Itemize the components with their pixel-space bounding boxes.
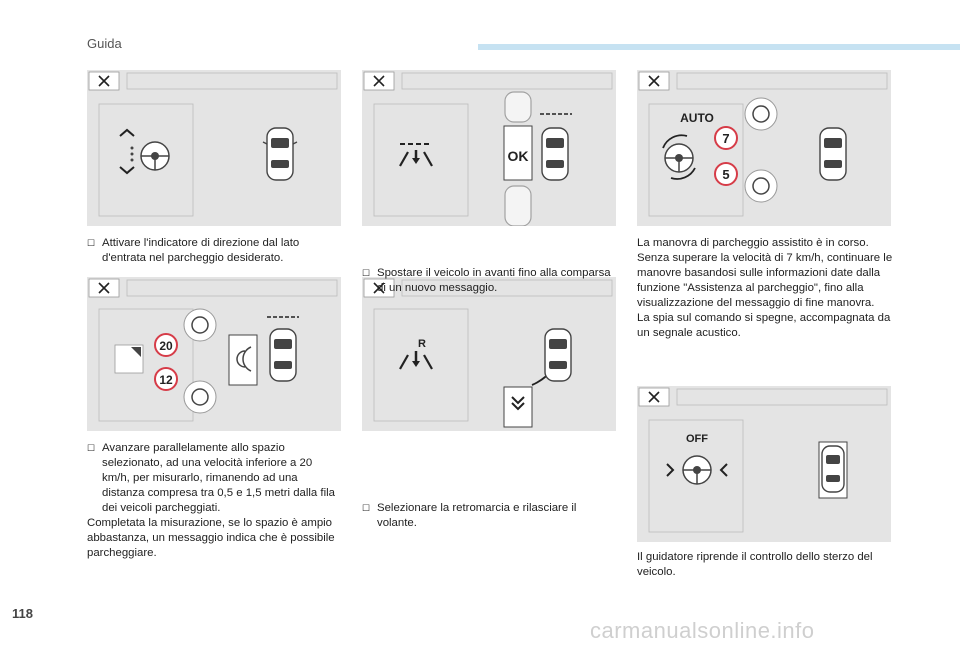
step-text-4b-content: Completata la misurazione, se lo spazio è ampio abbastanza, un messaggio indica che è possibile parcheggiare. [87, 517, 335, 559]
bullet-icon: ☐ [87, 238, 96, 248]
illustration-measure-space [87, 277, 341, 431]
bullet-icon: ☐ [362, 268, 371, 278]
step-text-5 [362, 501, 616, 531]
illustration-parking-complete [637, 386, 891, 542]
step-text-2 [362, 266, 616, 296]
illustration-turn-signal [87, 70, 341, 226]
speed-12-label: 12 [159, 373, 173, 387]
step-text-3-content: La manovra di parcheggio assistito è in corso. Senza superare la velocità di 7 km/h, continuare le manovre basandosi sulle informazioni date dalla funzione "Assistenza al parcheggio", fino alla visualizzazione del messaggio di fine manovra. [637, 237, 893, 309]
header-bar [478, 44, 960, 50]
illustration-auto-steering [637, 70, 891, 226]
page-number: 118 [12, 606, 33, 621]
step-text-2-content: Spostare il veicolo in avanti fino alla comparsa di un nuovo messaggio. [377, 267, 611, 294]
illustration-reverse-gear [362, 277, 616, 431]
step-text-1-content: Attivare l'indicatore di direzione dal lato d'entrata nel parcheggio desiderato. [102, 237, 300, 264]
step-text-5-content: Selezionare la retromarcia e rilasciare il volante. [377, 502, 577, 529]
auto-label: AUTO [680, 111, 714, 125]
r-label: R [418, 338, 426, 350]
step-text-6 [637, 550, 895, 580]
step-text-4-content: Avanzare parallelamente allo spazio selezionato, ad una velocità inferiore a 20 km/h, per misurarlo, rimanendo ad una distanza compresa tra 0,5 e 1,5 metri dalla fila dei veicoli parcheggiati. [102, 442, 335, 514]
off-label: OFF [686, 433, 708, 445]
section-title: Guida [87, 36, 122, 51]
illustration-move-forward [362, 70, 616, 226]
watermark: carmanualsonline.info [590, 618, 815, 643]
bullet-icon: ☐ [362, 503, 371, 513]
step-text-4 [87, 441, 341, 561]
step-text-3 [637, 236, 895, 341]
speed-7-label: 7 [722, 131, 730, 146]
bullet-icon: ☐ [87, 443, 96, 453]
ok-label: OK [507, 148, 529, 164]
step-text-1 [87, 236, 341, 266]
step-text-6-content: Il guidatore riprende il controllo dello sterzo del veicolo. [637, 551, 873, 578]
step-text-3b-content: La spia sul comando si spegne, accompagnata da un segnale acustico. [637, 312, 891, 339]
speed-5-label: 5 [722, 167, 730, 182]
speed-20-label: 20 [159, 339, 173, 353]
